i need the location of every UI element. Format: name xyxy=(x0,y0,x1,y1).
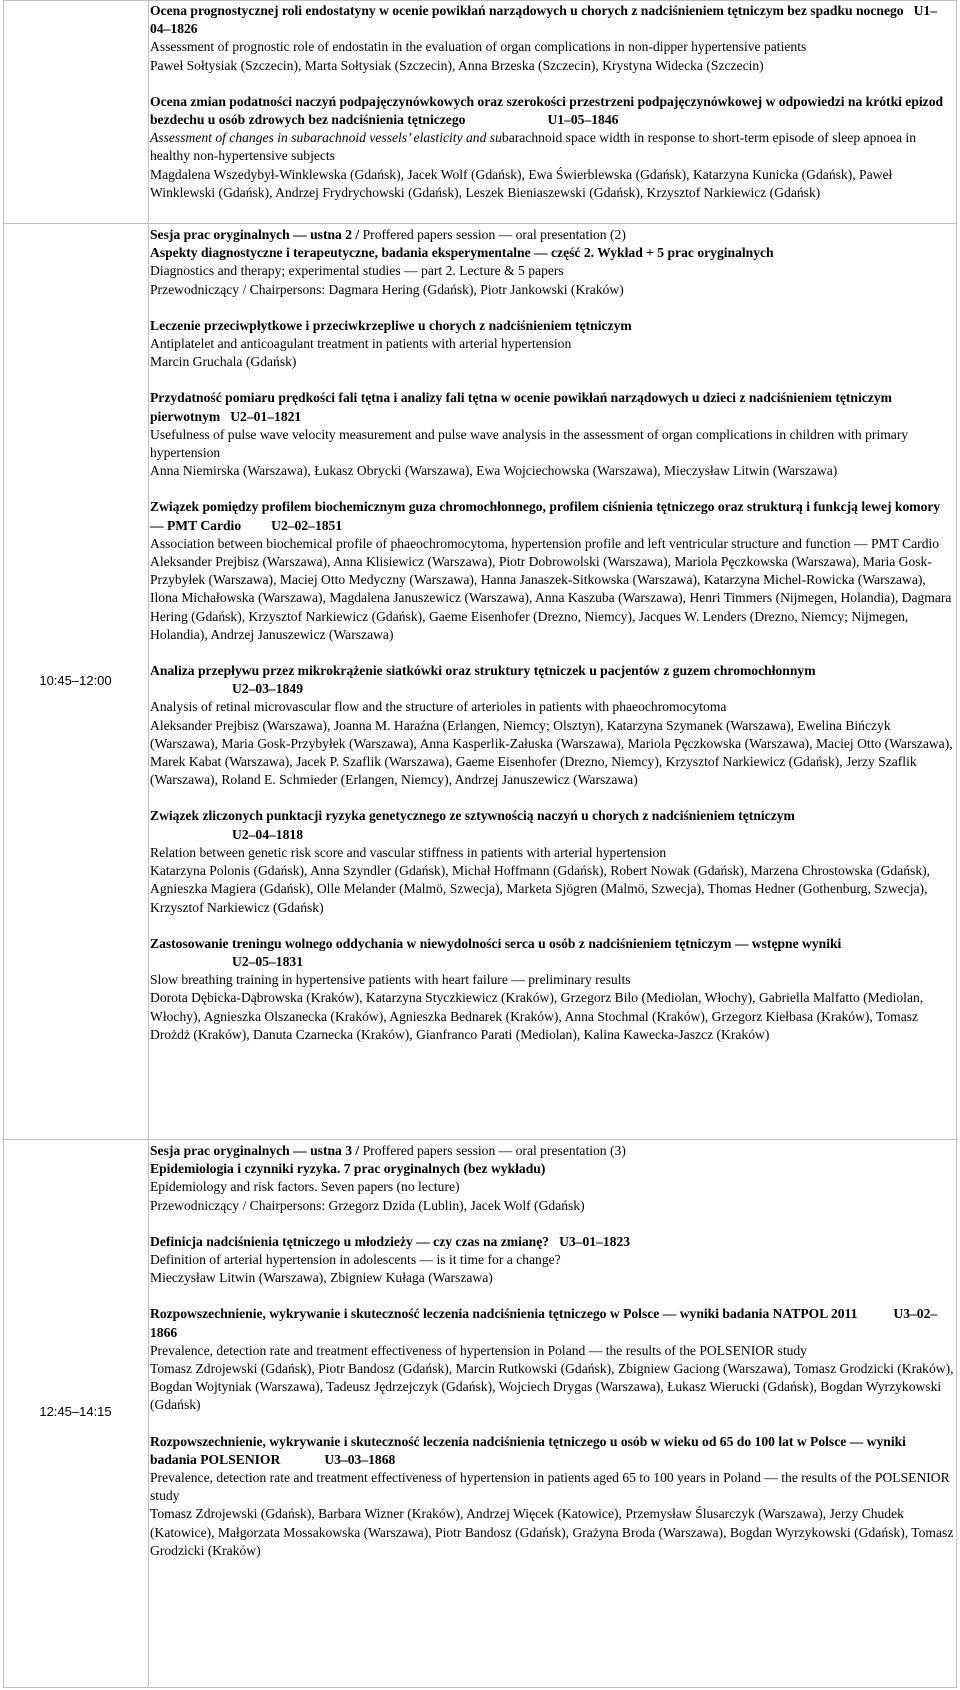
session-heading-en: Proffered papers session — oral presentation (2) xyxy=(359,227,626,242)
session-time: 10:45–12:00 xyxy=(39,673,112,688)
program-block-continued xyxy=(150,2,956,202)
abstract-english-title-rest: barachnoid space width in response to short-term episode of sleep apnoea in healthy non-hypertensive subjects xyxy=(150,130,916,164)
abstract-english-title: Usefulness of pulse wave velocity measurement and pulse wave analysis in the assessment of organ complications in children with primary hypertension xyxy=(150,426,909,461)
abstract-authors: Dorota Dębicka-Dąbrowska (Kraków), Katarzyna Styczkiewicz (Kraków), Grzegorz Bilo (Mediolan, Włochy), Gabriella Malfatto (Mediolan, Włochy), Agnieszka Olszanecka (Kraków), Agnieszka Bednarek (Kraków), Anna Stochmal (Kraków), Grzegorz Kiełbasa (Kraków), Tomasz Drożdż (Kraków), Danuta Czarnecka (Kraków), Gianfranco Parati (Mediolan), Kalina Kawecka-Jaszcz (Kraków) xyxy=(150,990,924,1042)
abstract-code: U1–05–1846 xyxy=(547,112,619,128)
session-topic: Epidemiologia i czynniki ryzyka. 7 prac oryginalnych (bez wykładu) xyxy=(150,1161,546,1177)
abstract-authors: Anna Niemirska (Warszawa), Łukasz Obrycki (Warszawa), Ewa Wojciechowska (Warszawa), Mieczysław Litwin (Warszawa) xyxy=(150,463,838,479)
session-block-3 xyxy=(150,1142,956,1560)
abstract-title: Zastosowanie treningu wolnego oddychania w niewydolności serca u osób z nadciśnieniem tętniczym — wstępne wyniki xyxy=(150,935,842,951)
abstract-title: Związek pomiędzy profilem biochemicznym guza chromochłonnego, profilem ciśnienia tętniczego oraz strukturą i funkcją lewej komory — PMT Cardio xyxy=(150,499,941,533)
session-topic: Aspekty diagnostyczne i terapeutyczne, badania eksperymentalne — część 2. Wykład + 5 prac oryginalnych xyxy=(150,245,774,261)
session-chairpersons: Przewodniczący / Chairpersons: Dagmara Hering (Gdańsk), Piotr Jankowski (Kraków) xyxy=(150,281,624,297)
abstract-authors: Mieczysław Litwin (Warszawa), Zbigniew Kułaga (Warszawa) xyxy=(150,1270,493,1286)
abstract-title: Ocena zmian podatności naczyń podpajęczynówkowych oraz szerokości przestrzeni podpajęczynówkowej w odpowiedzi na krótki epizod bezdechu u osób zdrowych bez nadciśnienia tętniczego xyxy=(150,93,944,128)
session-topic-en: Diagnostics and therapy; experimental studies — part 2. Lecture & 5 papers xyxy=(150,263,564,279)
session-heading: Sesja prac oryginalnych — ustna 2 / xyxy=(150,227,360,242)
abstract-english-title: Association between biochemical profile of phaeochromocytoma, hypertension profile and left ventricular structure and function — PMT Cardio xyxy=(150,535,940,551)
session-topic-en: Epidemiology and risk factors. Seven papers (no lecture) xyxy=(150,1179,460,1195)
abstract-english-title: Prevalence, detection rate and treatment effectiveness of hypertension in patients aged 65 to 100 years in Poland — the results of the POLSENIOR study xyxy=(150,1470,950,1504)
abstract-english-title: Relation between genetic risk score and vascular stiffness in patients with arterial hypertension xyxy=(150,844,667,860)
abstract-title: Rozpowszechnienie, wykrywanie i skuteczność leczenia nadciśnienia tętniczego w Polsce — wyniki badania NATPOL 2011 xyxy=(150,1306,858,1322)
abstract-authors: Aleksander Prejbisz (Warszawa), Anna Klisiewicz (Warszawa), Piotr Dobrowolski (Warszawa), Mariola Pęczkowska (Warszawa), Maria Gosk-Przybyłek (Warszawa), Maciej Otto Medyczny (Warszawa), Hanna Janaszek-Sitkowska (Warszawa), Katarzyna Michel-Rowicka (Warszawa), Ilona Michałowska (Warszawa), Magdalena Januszewicz (Warszawa), Anna Kaszuba (Warszawa), Henri Timmers (Nijmegen, Holandia), Dagmara Hering (Gdańsk), Krzysztof Narkiewicz (Gdańsk), Gaeme Eisenhofer (Drezno, Niemcy), Jacques W. Lenders (Drezno, Niemcy; Nijmegen, Holandia), Andrzej Januszewicz (Warszawa) xyxy=(150,554,952,642)
abstract-code: U3–01–1823 xyxy=(559,1233,631,1249)
row-divider xyxy=(3,1139,957,1140)
abstract-title: Analiza przepływu przez mikrokrążenie siatkówki oraz struktury tętniczek u pacjentów z guzem chromochłonnym xyxy=(150,663,816,679)
abstract-code: U2–05–1831 xyxy=(232,953,303,969)
abstract-code: U2–04–1818 xyxy=(232,826,303,842)
session-heading: Sesja prac oryginalnych — ustna 3 / xyxy=(150,1143,360,1158)
abstract-title: Przydatność pomiaru prędkości fali tętna i analizy fali tętna w ocenie powikłań narządowych u dzieci z nadciśnieniem tętniczym pierwotnym xyxy=(150,390,892,424)
abstract-authors: Tomasz Zdrojewski (Gdańsk), Piotr Bandosz (Gdańsk), Marcin Rutkowski (Gdańsk), Zbigniew Gaciong (Warszawa), Tomasz Grodzicki (Kraków), Bogdan Wojtyniak (Warszawa), Tadeusz Jędrzejczyk (Gdańsk), Wojciech Drygas (Warszawa), Łukasz Wierucki (Gdańsk), Bogdan Wyrzykowski (Gdańsk) xyxy=(150,1361,954,1413)
abstract-code: U2–03–1849 xyxy=(232,681,303,697)
session-block-2 xyxy=(150,226,956,1044)
abstract-english-title: Slow breathing training in hypertensive patients with heart failure — preliminary results xyxy=(150,972,631,988)
abstract-code: U3–03–1868 xyxy=(324,1451,396,1467)
session-chairpersons: Przewodniczący / Chairpersons: Grzegorz Dzida (Lublin), Jacek Wolf (Gdańsk) xyxy=(150,1197,585,1213)
abstract-authors: Magdalena Wszedybył-Winklewska (Gdańsk), Jacek Wolf (Gdańsk), Ewa Świerblewska (Gdańsk), Katarzyna Kunicka (Gdańsk), Paweł Winklewski (Gdańsk), Andrzej Frydrychowski (Gdańsk), Leszek Bieniaszewski (Gdańsk), Krzysztof Narkiewicz (Gdańsk) xyxy=(150,166,893,200)
abstract-authors: Aleksander Prejbisz (Warszawa), Joanna M. Haraźna (Erlangen, Niemcy; Olsztyn), Katarzyna Szymanek (Warszawa), Ewelina Bińczyk (Warszawa), Maria Gosk-Przybyłek (Warszawa), Anna Kasperlik-Załuska (Warszawa), Mariola Pęczkowska (Warszawa), Maciej Otto (Warszawa), Marek Kabat (Warszawa), Jacek P. Szaflik (Warszawa), Gaeme Eisenhofer (Drezno, Niemcy), Krzysztof Narkiewicz (Gdańsk), Jerzy Szaflik (Warszawa), Roland E. Schmieder (Erlangen, Niemcy), Andrzej Januszewicz (Warszawa) xyxy=(150,717,953,788)
abstract-authors: Tomasz Zdrojewski (Gdańsk), Barbara Wizner (Kraków), Andrzej Więcek (Katowice), Przemysław Ślusarczyk (Warszawa), Jerzy Chudek (Katowice), Małgorzata Mossakowska (Warszawa), Piotr Bandosz (Gdańsk), Grażyna Broda (Warszawa), Bogdan Wyrzykowski (Gdańsk), Tomasz Grodzicki (Kraków) xyxy=(150,1506,954,1558)
abstract-title: Ocena prognostycznej roli endostatyny w ocenie powikłań narządowych u chorych z nadciśnieniem tętniczym bez spadku nocnego xyxy=(150,3,904,18)
lecture-english-title: Antiplatelet and anticoagulant treatment in patients with arterial hypertension xyxy=(150,336,572,352)
abstract-english-title: Assessment of prognostic role of endostatin in the evaluation of organ complications in non-dipper hypertensive patients xyxy=(150,39,807,55)
session-heading-en: Proffered papers session — oral presentation (3) xyxy=(359,1143,626,1158)
abstract-code: U2–01–1821 xyxy=(230,408,302,424)
abstract-english-title: Definition of arterial hypertension in adolescents — is it time for a change? xyxy=(150,1252,561,1268)
abstract-code: U3–02–1866 xyxy=(150,1306,938,1340)
column-divider xyxy=(148,0,149,1688)
abstract-title: Definicja nadciśnienia tętniczego u młodzieży — czy czas na zmianę? xyxy=(150,1233,550,1249)
abstract-english-title: Prevalence, detection rate and treatment effectiveness of hypertension in Poland — the results of the POLSENIOR study xyxy=(150,1342,807,1358)
abstract-english-title: Assessment of changes in subarachnoid vessels’ elasticity and su xyxy=(150,130,502,146)
lecture-title: Leczenie przeciwpłytkowe i przeciwkrzepliwe u chorych z nadciśnieniem tętniczym xyxy=(150,317,632,333)
abstract-authors: Katarzyna Polonis (Gdańsk), Anna Szyndler (Gdańsk), Michał Hoffmann (Gdańsk), Robert Nowak (Gdańsk), Marzena Chrostowska (Gdańsk), Agnieszka Magiera (Gdańsk), Olle Melander (Malmö, Szwecja), Marketa Sjögren (Malmö, Szwecja), Thomas Hedner (Gothenburg, Szwecja), Krzysztof Narkiewicz (Gdańsk) xyxy=(150,863,931,915)
session-time: 12:45–14:15 xyxy=(39,1404,112,1419)
abstract-title: Związek zliczonych punktacji ryzyka genetycznego ze sztywnością naczyń u chorych z nadciśnieniem tętniczym xyxy=(150,808,795,824)
abstract-code: U2–02–1851 xyxy=(271,517,343,533)
abstract-authors: Paweł Sołtysiak (Szczecin), Marta Sołtysiak (Szczecin), Anna Brzeska (Szczecin), Krystyna Widecka (Szczecin) xyxy=(150,57,764,73)
row-divider xyxy=(3,223,957,224)
lecture-author: Marcin Gruchala (Gdańsk) xyxy=(150,354,297,370)
abstract-code: U1–04–1826 xyxy=(150,3,937,37)
abstract-english-title: Analysis of retinal microvascular flow and the structure of arterioles in patients with phaeochromocytoma xyxy=(150,699,727,715)
abstract-title: Rozpowszechnienie, wykrywanie i skuteczność leczenia nadciśnienia tętniczego u osób w wieku od 65 do 100 lat w Polsce — wyniki badania POLSENIOR xyxy=(150,1433,906,1467)
